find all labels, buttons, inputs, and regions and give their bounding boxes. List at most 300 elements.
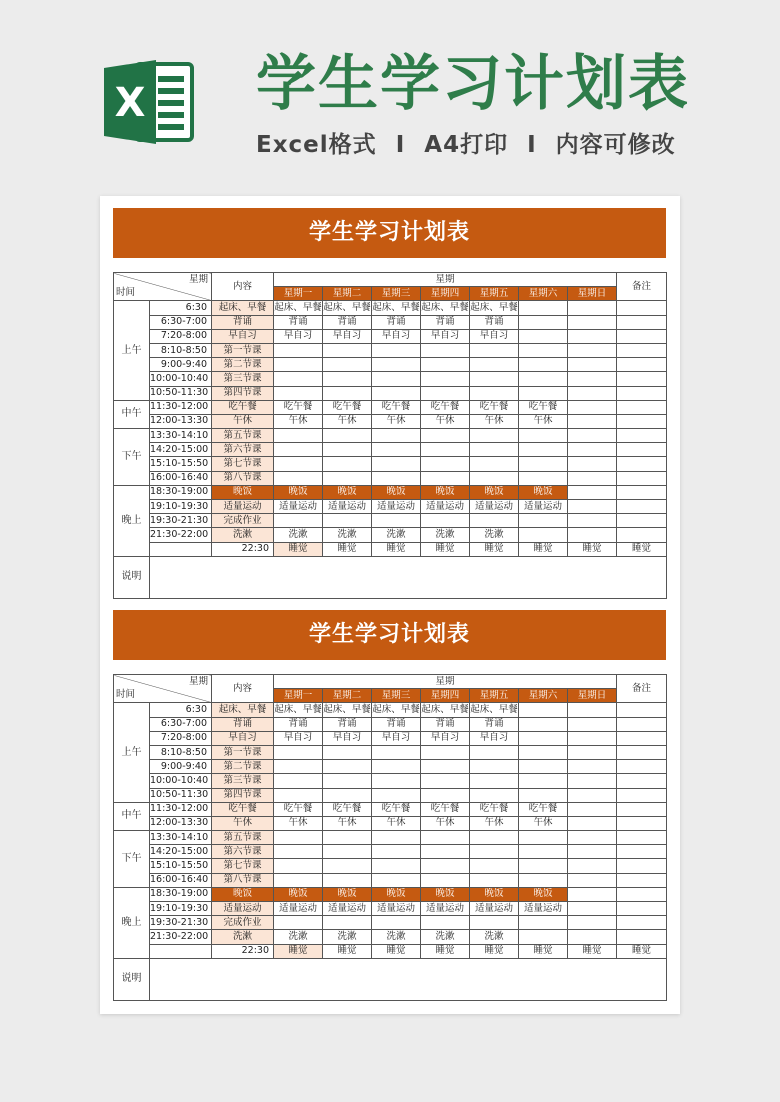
day-cell: [568, 717, 617, 731]
day-cell: [323, 429, 372, 443]
day-cell: 吃午餐: [274, 400, 323, 414]
day-cell: 吃午餐: [274, 802, 323, 816]
table-row: [114, 500, 667, 514]
table-row: [114, 343, 667, 357]
day-cell: [519, 788, 568, 802]
day-cell: [372, 873, 421, 887]
day-cell: [568, 343, 617, 357]
remark-cell: [617, 703, 667, 717]
content-cell: 完成作业: [212, 514, 274, 528]
day-cell: [323, 514, 372, 528]
day-cell: 起床、早餐: [421, 703, 470, 717]
day-header: 星期三: [372, 287, 421, 301]
day-cell: 吃午餐: [421, 400, 470, 414]
period-label: 上午: [114, 703, 150, 802]
subtitle-editable: 内容可修改: [555, 132, 676, 158]
day-cell: 起床、早餐: [470, 703, 519, 717]
day-cell: [568, 859, 617, 873]
day-cell: 晚饭: [470, 485, 519, 499]
note-cell: [150, 556, 667, 598]
note-row: [114, 556, 667, 598]
time-cell: 18:30-19:00: [150, 887, 212, 901]
day-cell: 背诵: [323, 315, 372, 329]
day-cell: [421, 358, 470, 372]
day-cell: [519, 329, 568, 343]
day-cell: 背诵: [274, 717, 323, 731]
remark-cell: [617, 485, 667, 499]
day-cell: 洗漱: [421, 528, 470, 542]
content-cell: 适量运动: [212, 902, 274, 916]
table-row: [114, 944, 667, 958]
day-cell: 早自习: [470, 731, 519, 745]
day-cell: 背诵: [421, 717, 470, 731]
day-cell: 午休: [470, 816, 519, 830]
day-cell: [519, 774, 568, 788]
day-cell: [519, 930, 568, 944]
table-row: [114, 831, 667, 845]
day-cell: [274, 372, 323, 386]
remark-cell: [617, 386, 667, 400]
remark-cell: [617, 745, 667, 759]
table-row: [114, 873, 667, 887]
day-header: 星期六: [519, 689, 568, 703]
remark-cell: [617, 845, 667, 859]
table-row: [114, 485, 667, 499]
content-cell: 第一节课: [212, 745, 274, 759]
remark-cell: [617, 788, 667, 802]
time-cell: 6:30: [150, 301, 212, 315]
day-cell: [519, 315, 568, 329]
day-cell: [568, 485, 617, 499]
remark-cell: [617, 457, 667, 471]
day-cell: 睡觉: [519, 944, 568, 958]
day-cell: 吃午餐: [323, 802, 372, 816]
table-row: [114, 400, 667, 414]
day-cell: 晚饭: [519, 887, 568, 901]
day-cell: [568, 457, 617, 471]
day-cell: 适量运动: [519, 500, 568, 514]
day-header: 星期日: [568, 287, 617, 301]
day-cell: 早自习: [323, 329, 372, 343]
subtitle-separator: I: [527, 132, 537, 158]
day-cell: [323, 788, 372, 802]
remark-cell: [617, 930, 667, 944]
day-cell: [470, 774, 519, 788]
day-header: 星期二: [323, 689, 372, 703]
day-cell: 早自习: [274, 731, 323, 745]
day-cell: 适量运动: [372, 902, 421, 916]
table-row: [114, 372, 667, 386]
content-cell: 第三节课: [212, 372, 274, 386]
remark-cell: [617, 760, 667, 774]
remark-cell: [617, 372, 667, 386]
day-header: 星期一: [274, 287, 323, 301]
plan-title: 学生学习计划表: [113, 610, 666, 660]
day-cell: [470, 845, 519, 859]
day-cell: [568, 831, 617, 845]
day-cell: [323, 831, 372, 845]
remark-cell: [617, 802, 667, 816]
time-cell: 21:30-22:00: [150, 528, 212, 542]
time-corner-label: 时间: [116, 287, 136, 299]
content-header: 内容: [212, 675, 274, 703]
day-cell: [470, 788, 519, 802]
period-label: 中午: [114, 400, 150, 428]
day-cell: 睡觉: [372, 542, 421, 556]
table-row: [114, 802, 667, 816]
time-cell: 14:20-15:00: [150, 845, 212, 859]
day-cell: 吃午餐: [323, 400, 372, 414]
remark-cell: [617, 831, 667, 845]
week-group-header: 星期: [274, 675, 617, 689]
day-cell: 晚饭: [470, 887, 519, 901]
day-cell: [421, 343, 470, 357]
day-cell: [519, 873, 568, 887]
content-cell: 睡觉: [274, 944, 323, 958]
table-row: [114, 902, 667, 916]
period-label-empty: [150, 542, 212, 556]
content-cell: 背诵: [212, 717, 274, 731]
day-cell: 起床、早餐: [372, 301, 421, 315]
day-cell: 晚饭: [323, 485, 372, 499]
day-cell: [372, 457, 421, 471]
time-cell: 15:10-15:50: [150, 859, 212, 873]
day-cell: [323, 916, 372, 930]
day-cell: 睡觉: [470, 542, 519, 556]
content-cell: 背诵: [212, 315, 274, 329]
day-cell: [519, 457, 568, 471]
table-row: [114, 703, 667, 717]
time-cell: 7:20-8:00: [150, 731, 212, 745]
table-row: [114, 887, 667, 901]
day-cell: [470, 358, 519, 372]
note-label: 说明: [114, 556, 150, 598]
time-cell: 10:00-10:40: [150, 774, 212, 788]
remark-cell: [617, 315, 667, 329]
time-cell: 16:00-16:40: [150, 873, 212, 887]
day-cell: 洗漱: [470, 930, 519, 944]
day-cell: [421, 845, 470, 859]
time-cell: 8:10-8:50: [150, 343, 212, 357]
table-row: [114, 788, 667, 802]
remark-cell: [617, 329, 667, 343]
day-cell: [568, 731, 617, 745]
time-week-diagonal-cell: [114, 273, 212, 301]
time-cell: 6:30-7:00: [150, 717, 212, 731]
day-cell: [323, 760, 372, 774]
day-cell: [372, 859, 421, 873]
time-cell: 10:00-10:40: [150, 372, 212, 386]
day-cell: 适量运动: [274, 902, 323, 916]
time-cell: 6:30: [150, 703, 212, 717]
day-cell: [323, 343, 372, 357]
remark-cell: [617, 358, 667, 372]
day-cell: 适量运动: [274, 500, 323, 514]
day-cell: [470, 859, 519, 873]
time-cell: 11:30-12:00: [150, 802, 212, 816]
day-cell: [568, 788, 617, 802]
day-cell: 起床、早餐: [274, 703, 323, 717]
day-cell: 早自习: [421, 731, 470, 745]
day-cell: [274, 443, 323, 457]
day-cell: [421, 916, 470, 930]
schedule-table: [113, 674, 667, 1001]
day-cell: [519, 859, 568, 873]
day-cell: [323, 372, 372, 386]
day-cell: [568, 774, 617, 788]
day-cell: 吃午餐: [372, 802, 421, 816]
day-cell: [568, 443, 617, 457]
content-cell: 第三节课: [212, 774, 274, 788]
day-header: 星期五: [470, 689, 519, 703]
day-cell: [568, 703, 617, 717]
time-cell: 12:00-13:30: [150, 816, 212, 830]
content-cell: 午休: [212, 414, 274, 428]
day-cell: [519, 703, 568, 717]
table-row: [114, 414, 667, 428]
day-cell: [568, 760, 617, 774]
day-cell: [568, 372, 617, 386]
day-cell: [470, 760, 519, 774]
day-cell: 午休: [274, 414, 323, 428]
day-cell: [372, 774, 421, 788]
day-cell: [519, 514, 568, 528]
day-cell: [421, 745, 470, 759]
period-label: 中午: [114, 802, 150, 830]
day-cell: [519, 845, 568, 859]
time-cell: 19:10-19:30: [150, 500, 212, 514]
day-cell: [519, 745, 568, 759]
day-cell: 吃午餐: [421, 802, 470, 816]
day-cell: 起床、早餐: [470, 301, 519, 315]
day-cell: 午休: [519, 414, 568, 428]
day-cell: 睡觉: [323, 542, 372, 556]
remark-cell: [617, 816, 667, 830]
day-cell: [421, 372, 470, 386]
header-row: [114, 273, 667, 287]
day-cell: [274, 859, 323, 873]
day-cell: [568, 471, 617, 485]
day-cell: 适量运动: [372, 500, 421, 514]
table-row: [114, 301, 667, 315]
day-cell: 早自习: [372, 329, 421, 343]
day-cell: 早自习: [421, 329, 470, 343]
day-cell: [568, 887, 617, 901]
day-cell: [372, 429, 421, 443]
day-cell: 起床、早餐: [372, 703, 421, 717]
content-header: 内容: [212, 273, 274, 301]
day-cell: 洗漱: [323, 930, 372, 944]
day-cell: [421, 873, 470, 887]
day-cell: 午休: [372, 414, 421, 428]
content-cell: 午休: [212, 816, 274, 830]
hero-subtitle: [256, 126, 676, 159]
time-cell: 15:10-15:50: [150, 457, 212, 471]
day-cell: [372, 358, 421, 372]
time-cell: 10:50-11:30: [150, 386, 212, 400]
plan-sheet: [113, 208, 666, 599]
remark-header: 备注: [617, 273, 667, 301]
remark-cell: [617, 400, 667, 414]
table-row: [114, 542, 667, 556]
day-cell: 适量运动: [470, 500, 519, 514]
remark-header: 备注: [617, 675, 667, 703]
day-cell: 背诵: [372, 315, 421, 329]
week-corner-label: 星期: [188, 274, 208, 285]
remark-cell: [617, 500, 667, 514]
day-cell: [470, 386, 519, 400]
day-cell: 吃午餐: [470, 802, 519, 816]
table-row: [114, 717, 667, 731]
time-cell: 14:20-15:00: [150, 443, 212, 457]
table-row: [114, 514, 667, 528]
day-cell: 午休: [274, 816, 323, 830]
day-cell: [519, 717, 568, 731]
time-cell: 11:30-12:00: [150, 400, 212, 414]
day-cell: 洗漱: [372, 930, 421, 944]
day-cell: [274, 343, 323, 357]
time-cell: 9:00-9:40: [150, 358, 212, 372]
day-cell: 背诵: [323, 717, 372, 731]
day-cell: 睡觉: [617, 542, 667, 556]
day-cell: [372, 760, 421, 774]
document-paper: [100, 196, 680, 1014]
day-cell: [274, 386, 323, 400]
day-header: 星期六: [519, 287, 568, 301]
note-label: 说明: [114, 958, 150, 1000]
day-cell: [470, 745, 519, 759]
day-cell: [372, 514, 421, 528]
day-cell: [568, 358, 617, 372]
content-cell: 第七节课: [212, 457, 274, 471]
excel-icon: [100, 54, 196, 150]
content-cell: 晚饭: [212, 887, 274, 901]
remark-cell: [617, 443, 667, 457]
day-cell: [519, 916, 568, 930]
day-cell: 晚饭: [372, 887, 421, 901]
day-cell: 睡觉: [568, 542, 617, 556]
period-label: 晚上: [114, 485, 150, 556]
day-cell: 背诵: [372, 717, 421, 731]
content-cell: 第六节课: [212, 845, 274, 859]
time-cell: 21:30-22:00: [150, 930, 212, 944]
day-cell: 午休: [421, 414, 470, 428]
content-cell: 第五节课: [212, 429, 274, 443]
plan-sheet: [113, 610, 666, 1001]
content-cell: 睡觉: [274, 542, 323, 556]
day-cell: 早自习: [274, 329, 323, 343]
subtitle-separator: I: [395, 132, 406, 158]
day-cell: 适量运动: [323, 500, 372, 514]
day-cell: 午休: [372, 816, 421, 830]
table-row: [114, 528, 667, 542]
day-cell: 睡觉: [421, 542, 470, 556]
content-cell: 早自习: [212, 329, 274, 343]
day-cell: [323, 859, 372, 873]
day-cell: [519, 731, 568, 745]
table-row: [114, 859, 667, 873]
table-row: [114, 930, 667, 944]
time-cell: 10:50-11:30: [150, 788, 212, 802]
day-cell: 午休: [323, 816, 372, 830]
time-cell: 7:20-8:00: [150, 329, 212, 343]
day-cell: 晚饭: [323, 887, 372, 901]
content-cell: 第八节课: [212, 873, 274, 887]
content-cell: 完成作业: [212, 916, 274, 930]
day-cell: [470, 873, 519, 887]
day-cell: [568, 916, 617, 930]
day-cell: [421, 429, 470, 443]
day-cell: [519, 443, 568, 457]
day-cell: 晚饭: [274, 887, 323, 901]
day-cell: [519, 386, 568, 400]
table-row: [114, 443, 667, 457]
content-cell: 适量运动: [212, 500, 274, 514]
day-cell: 午休: [470, 414, 519, 428]
day-cell: [323, 873, 372, 887]
day-cell: [323, 386, 372, 400]
day-cell: [323, 443, 372, 457]
day-cell: 洗漱: [372, 528, 421, 542]
day-cell: [274, 916, 323, 930]
time-cell: 18:30-19:00: [150, 485, 212, 499]
day-cell: 起床、早餐: [323, 703, 372, 717]
remark-cell: [617, 731, 667, 745]
remark-cell: [617, 916, 667, 930]
day-cell: [274, 457, 323, 471]
table-row: [114, 731, 667, 745]
day-cell: 适量运动: [519, 902, 568, 916]
day-cell: [470, 514, 519, 528]
day-cell: [519, 528, 568, 542]
time-cell: 6:30-7:00: [150, 315, 212, 329]
time-cell: 8:10-8:50: [150, 745, 212, 759]
table-row: [114, 358, 667, 372]
day-cell: [519, 429, 568, 443]
content-cell: 第八节课: [212, 471, 274, 485]
content-cell: 起床、早餐: [212, 703, 274, 717]
period-label: 晚上: [114, 887, 150, 958]
day-cell: 晚饭: [519, 485, 568, 499]
time-cell: 19:10-19:30: [150, 902, 212, 916]
time-cell: 19:30-21:30: [150, 916, 212, 930]
table-row: [114, 315, 667, 329]
remark-cell: [617, 429, 667, 443]
day-cell: 晚饭: [421, 887, 470, 901]
remark-cell: [617, 859, 667, 873]
time-cell: 19:30-21:30: [150, 514, 212, 528]
time-cell: 12:00-13:30: [150, 414, 212, 428]
day-cell: 吃午餐: [372, 400, 421, 414]
day-cell: 睡觉: [470, 944, 519, 958]
day-cell: [372, 443, 421, 457]
day-cell: [421, 788, 470, 802]
remark-cell: [617, 471, 667, 485]
day-cell: 睡觉: [617, 944, 667, 958]
day-cell: 午休: [421, 816, 470, 830]
content-cell: 吃午餐: [212, 802, 274, 816]
time-cell: 22:30: [212, 944, 274, 958]
day-cell: 背诵: [274, 315, 323, 329]
day-cell: [372, 788, 421, 802]
remark-cell: [617, 717, 667, 731]
remark-cell: [617, 343, 667, 357]
day-cell: 背诵: [470, 315, 519, 329]
day-cell: [274, 358, 323, 372]
remark-cell: [617, 301, 667, 315]
day-cell: [323, 457, 372, 471]
content-cell: 第五节课: [212, 831, 274, 845]
